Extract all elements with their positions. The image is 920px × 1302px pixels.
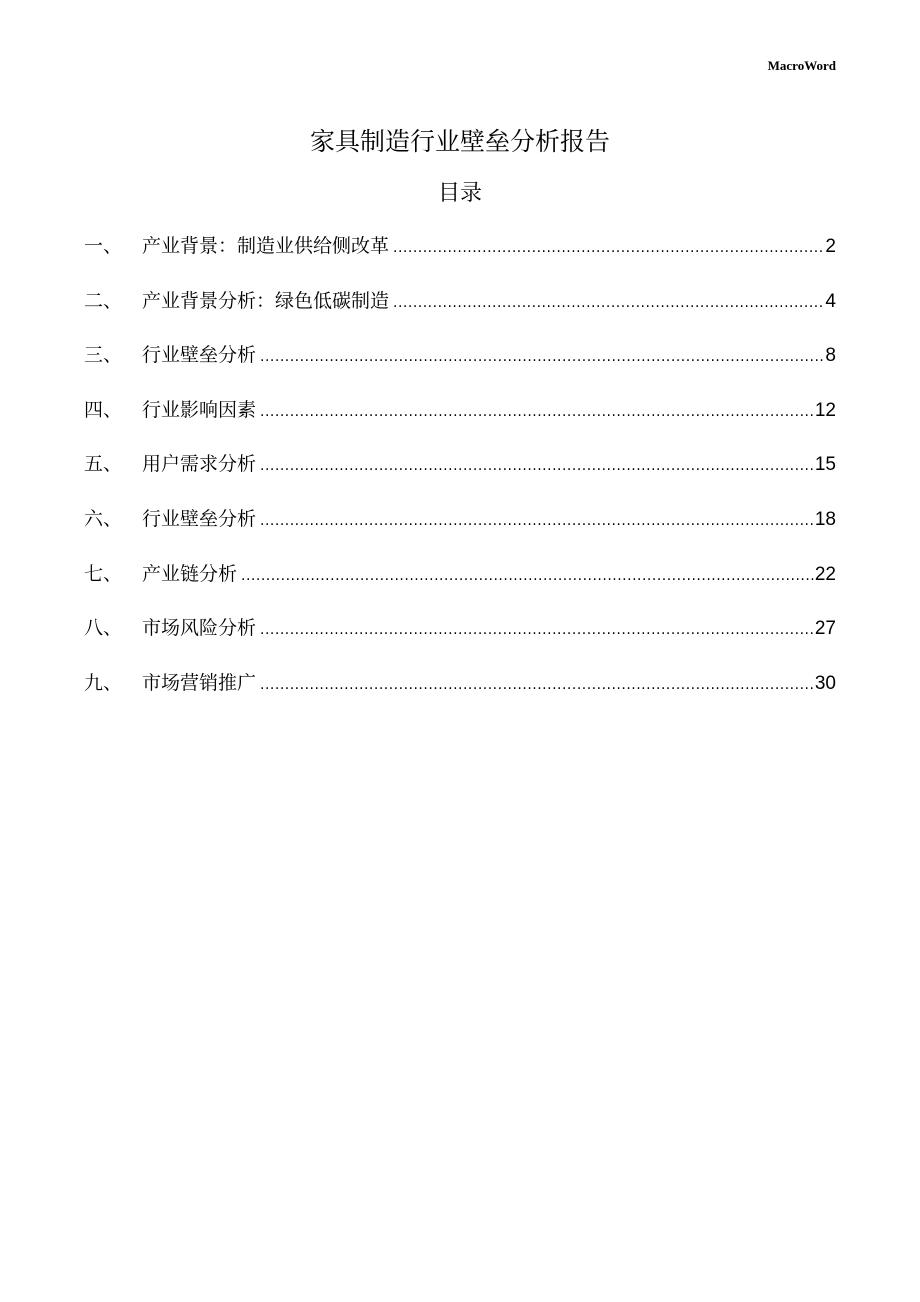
toc-entry-page: 27 (814, 618, 836, 640)
header-brand: MacroWord (767, 58, 836, 73)
toc-entry[interactable] (84, 340, 836, 395)
toc-entry-number: 七、 (84, 562, 123, 585)
toc-entry-number: 二、 (84, 289, 123, 312)
toc-entry[interactable] (84, 668, 836, 723)
toc-entry-number: 三、 (84, 344, 123, 367)
toc-entry[interactable] (84, 613, 836, 668)
toc-entry-text: 产业链分析 (142, 562, 238, 585)
toc-entry-page: 2 (825, 236, 836, 257)
toc-entry-number: 一、 (84, 235, 123, 257)
toc-entry-text: 行业影响因素 (142, 398, 257, 421)
toc-entry-text: 产业背景：制造业供给侧改革 (142, 235, 390, 257)
toc-entry[interactable] (84, 449, 836, 504)
toc-entry-text: 产业背景分析：绿色低碳制造 (142, 289, 390, 312)
toc-entry-page: 12 (814, 399, 836, 421)
toc-dot-leader (260, 622, 815, 638)
toc-dot-leader (260, 458, 815, 474)
toc-dot-leader (260, 677, 815, 693)
toc-dot-leader (393, 240, 825, 256)
toc-dot-leader (260, 404, 815, 420)
toc-dot-leader (260, 513, 815, 529)
toc-dot-leader (260, 349, 825, 365)
toc-entry-text: 行业壁垒分析 (142, 507, 257, 530)
toc-entry[interactable] (84, 504, 836, 559)
toc-entry[interactable] (84, 286, 836, 341)
toc-entry-number: 九、 (84, 671, 123, 694)
toc-entry-page: 8 (825, 345, 836, 367)
toc-entry-text: 市场营销推广 (142, 671, 257, 694)
toc-entry[interactable] (84, 231, 836, 286)
toc-entry-page: 15 (814, 454, 836, 476)
toc-entry-number: 八、 (84, 617, 123, 640)
table-of-contents (84, 231, 836, 722)
toc-entry-page: 4 (825, 290, 836, 312)
toc-entry-page: 18 (814, 508, 836, 530)
toc-title: 目录 (437, 181, 482, 206)
toc-entry-number: 六、 (84, 507, 123, 530)
toc-entry-page: 30 (814, 672, 836, 694)
toc-entry-number: 五、 (84, 453, 123, 476)
toc-dot-leader (241, 568, 815, 584)
toc-entry[interactable] (84, 395, 836, 450)
toc-entry-text: 市场风险分析 (142, 617, 257, 640)
toc-entry[interactable] (84, 559, 836, 614)
toc-entry-text: 用户需求分析 (142, 453, 257, 476)
toc-entry-text: 行业壁垒分析 (142, 344, 257, 367)
toc-dot-leader (393, 295, 825, 311)
toc-entry-number: 四、 (84, 398, 123, 421)
document-title: 家具制造行业壁垒分析报告 (309, 127, 610, 156)
toc-entry-page: 22 (814, 563, 836, 585)
